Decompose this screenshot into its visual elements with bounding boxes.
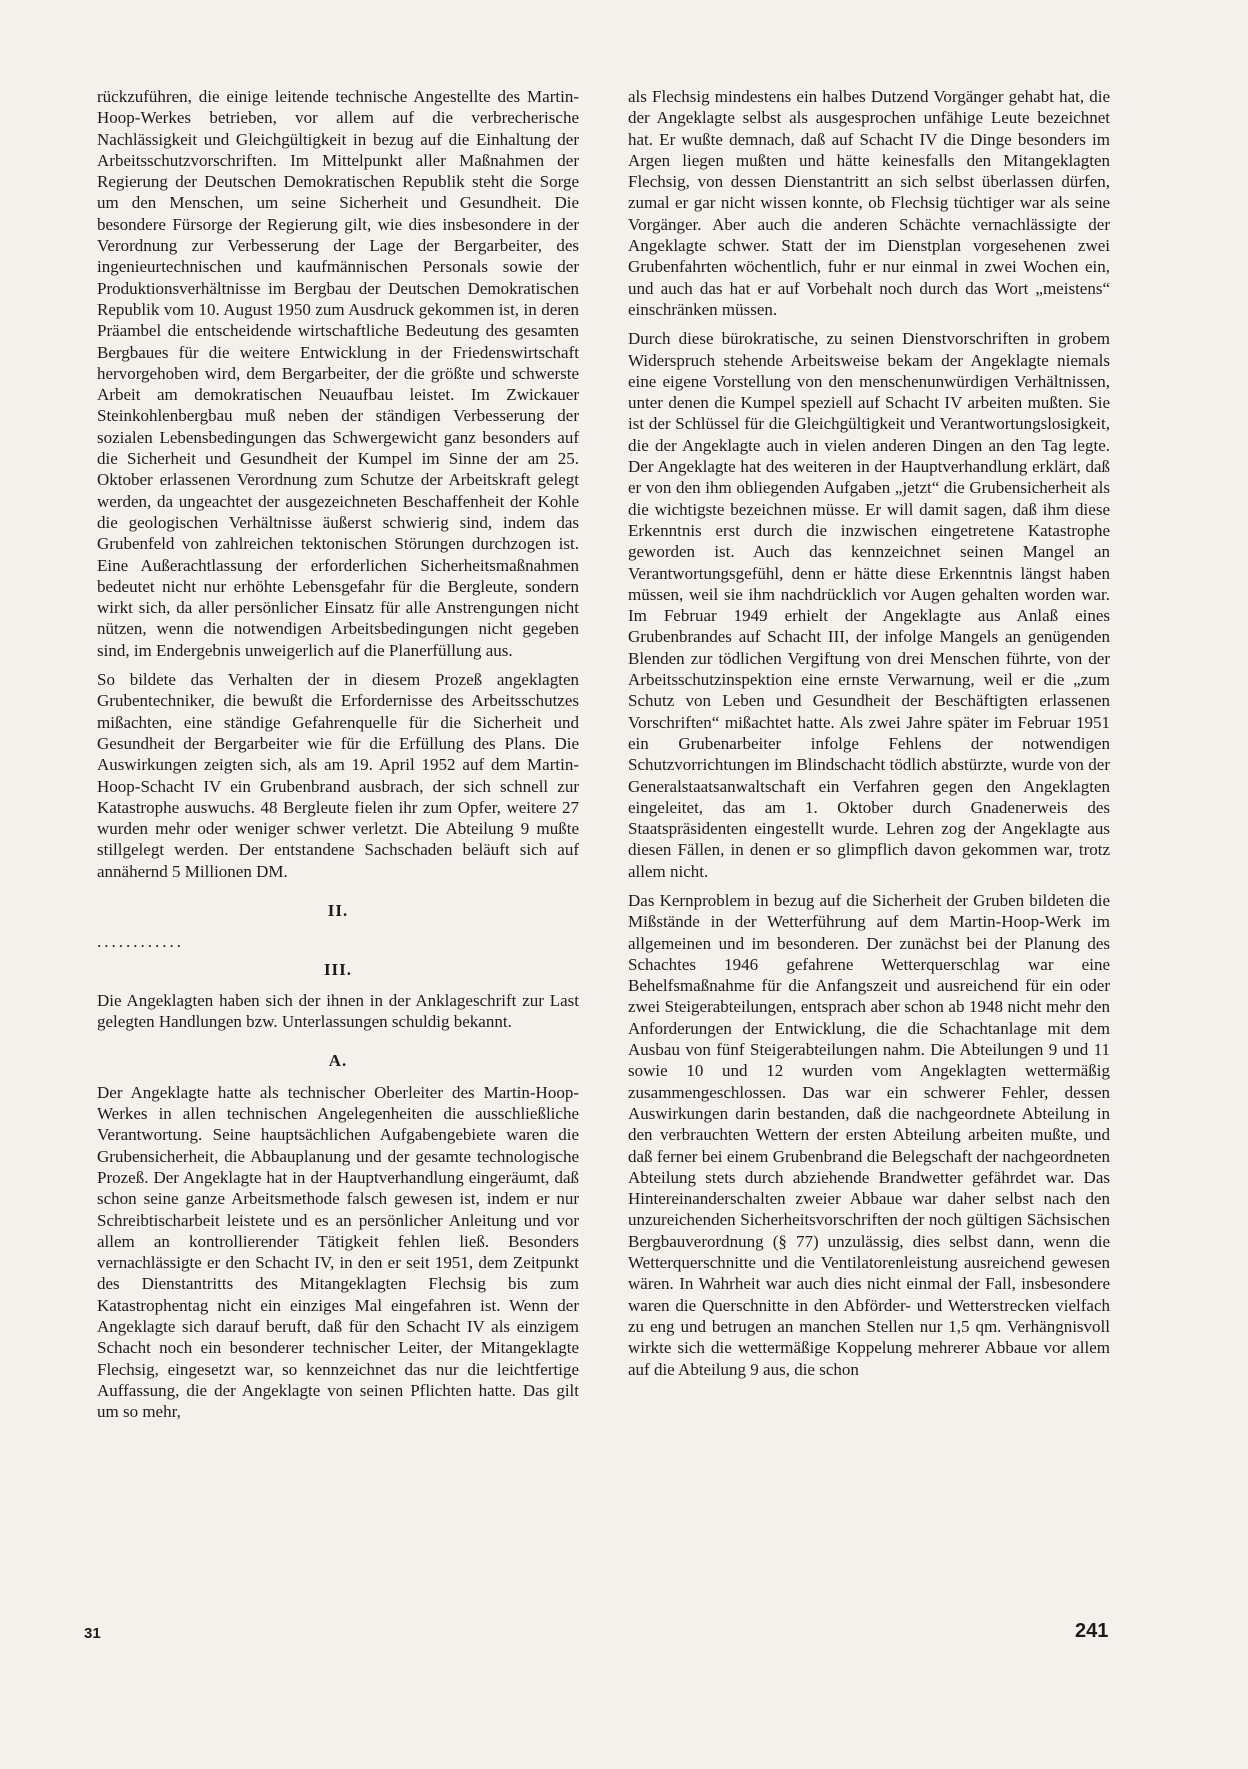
- section-heading: III.: [323, 959, 353, 979]
- section-heading: A.: [328, 1051, 348, 1071]
- page-number: 241: [1075, 1620, 1109, 1642]
- paragraph: rückzuführen, die einige leitende technische Angestellte des Martin-Hoop-Werkes betrieben, vor allem auf die verbrecherische Nachlässigkeit und Gleichgültigkeit in bezug auf die Einhaltung der Arbeitsschutzvorschriften. Im Mittelpunkt aller Maßnahmen der Regierung der Deutschen Demokratischen Republik steht die Sorge um den Menschen, um seine Sicherheit und Gesundheit. Die besondere Fürsorge der Regierung gilt, wie dies insbesondere in der Verordnung zur Verbesserung der Lage der Bergarbeiter, des ingenieurtechnischen und kaufmännischen Personals sowie der Produktionsverhältnisse im Bergbau der Deutschen Demokratischen Republik vom 10. August 1950 zum Ausdruck gekommen ist, in deren Präambel die entscheidende wirtschaftliche Bedeutung des gesamten Bergbaues für die weitere Entwicklung in der Friedenswirtschaft hervorgehoben wird, dem Bergarbeiter, der die größte und schwerste Arbeit am demokratischen Neuaufbau leistet. Im Zwickauer Steinkohlenbergbau muß neben der ständigen Verbesserung der sozialen Lebensbedingungen das Schwergewicht ganz besonders auf die Sicherheit und Gesundheit der Kumpel im Sinne der am 25. Oktober erlassenen Verordnung zum Schutze der Arbeitskraft gelegt werden, da ungeachtet der ausgezeichneten Beschaffenheit der Kohle die geologischen Verhältnisse äußerst schwierig sind, indem das Grubenfeld von zahlreichen tektonischen Störungen durchzogen ist. Eine Außerachtlassung der erforderlichen Sicherheitsmaßnahmen bedeutet nicht nur erhöhte Lebensgefahr für die Bergleute, sondern wirkt sich, da aller persönlicher Einsatz für alle Anstrengungen nicht nützen, wenn die notwendigen Arbeitsbedingungen nicht gegeben sind, im Endergebnis unweigerlich auf die Planerfüllung aus.: [97, 87, 579, 660]
- paragraph: als Flechsig mindestens ein halbes Dutzend Vorgänger gehabt hat, die der Angeklagte selbst als ausgesprochen unfähige Leute bezeichnet hat. Er wußte demnach, daß auf Schacht IV die Dinge besonders im Argen liegen mußten und hätte keinesfalls den Mitangeklagten Flechsig, von dessen Dienstantritt an sich selbst überlassen dürfen, zumal er gar nicht wissen konnte, ob Flechsig tüchtiger war als seine Vorgänger. Aber auch die anderen Schächte vernachlässigte der Angeklagte schwer. Statt der im Dienstplan vorgesehenen zwei Grubenfahrten wöchentlich, fuhr er nur einmal in zwei Wochen ein, und auch das hat er auf Vorbehalt noch durch das Wort „meistens“ einschränken müssen.: [628, 87, 1110, 319]
- paragraph: Das Kernproblem in bezug auf die Sicherheit der Gruben bildeten die Mißstände in der Wetterführung auf dem Martin-Hoop-Werk im allgemeinen und im besonderen. Der zunächst bei der Planung des Schachtes 1946 gefahrene Wetterquerschlag war eine Behelfsmaßnahme für die Anfangszeit und ausreichend für ein oder zwei Steigerabteilungen, entsprach aber schon ab 1948 nicht mehr den Anforderungen der Entwicklung, die die Schachtanlage mit dem Ausbau von fünf Steigerabteilungen nahm. Die Abteilungen 9 und 11 sowie 10 und 12 wurden vom Angeklagten wettermäßig zusammengeschlossen. Das war ein schwerer Fehler, dessen Auswirkungen darin bestanden, daß die nachgeordnete Abteilung in den verbrauchten Wettern der ersten Abteilung arbeiten mußte, und daß ferner bei einem Grubenbrand die Belegschaft der nachgeordneten Abteilung stets durch abziehende Brandwetter gefährdet war. Das Hintereinanderschalten zweier Abbaue war daher selbst nach den unzureichenden Sicherheitsvorschriften der noch gültigen Sächsischen Bergbauverordnung (§ 77) unzulässig, dies selbst dann, wenn die Wetterquerschnitte und die Ventilatorenleistung ausreichend gewesen wären. In Wahrheit war auch dies nicht einmal der Fall, insbesondere waren die Querschnitte in den Abförder- und Wetterstrecken vielfach zu eng und betrugen an manchen Stellen nur 1,5 qm. Verhängnisvoll wirkte sich die wettermäßige Koppelung mehrerer Abbaue vor allem auf die Abteilung 9 aus, die schon: [628, 890, 1110, 1379]
- right-column: [628, 86, 1110, 1388]
- omission-dots: ............: [97, 932, 184, 952]
- paragraph: So bildete das Verhalten der in diesem Prozeß angeklagten Grubentechniker, die bewußt die Erfordernisse des Arbeitsschutzes mißachten, eine ständige Gefahrenquelle für die Sicherheit und Gesundheit der Bergarbeiter wie für die Erfüllung des Plans. Die Auswirkungen zeigten sich, als am 19. April 1952 auf dem Martin-Hoop-Schacht IV ein Grubenbrand ausbrach, der sich schnell zur Katastrophe auswuchs. 48 Bergleute fielen ihr zum Opfer, weitere 27 wurden mehr oder weniger schwer verletzt. Die Abteilung 9 mußte stillgelegt werden. Der entstandene Sachschaden beläuft sich auf annähernd 5 Millionen DM.: [97, 670, 579, 881]
- section-heading: II.: [327, 900, 349, 920]
- left-column: [97, 86, 579, 1431]
- signature-number: 31: [84, 1625, 101, 1642]
- paragraph: Die Angeklagten haben sich der ihnen in der Anklageschrift zur Last gelegten Handlungen bzw. Unterlassungen schuldig bekannt.: [97, 990, 579, 1032]
- paragraph: Durch diese bürokratische, zu seinen Dienstvorschriften in grobem Widerspruch stehende Arbeitsweise bekam der Angeklagte niemals eine eigene Vorstellung von den menschenunwürdigen Verhältnissen, unter denen die Kumpel speziell auf Schacht IV arbeiten mußten. Sie ist der Schlüssel für die Gleichgültigkeit und Verantwortungslosigkeit, die der Angeklagte auch in vielen anderen Dingen an den Tag legte. Der Angeklagte hat des weiteren in der Hauptverhandlung erklärt, daß er von den ihm obliegenden Aufgaben „jetzt“ die Grubensicherheit als die wichtigste bezeichnen müsse. Er will damit sagen, daß ihm diese Erkenntnis erst durch die inzwischen eingetretene Katastrophe geworden ist. Auch das kennzeichnet seinen Mangel an Verantwortungsgefühl, denn er hätte diese Erkenntnis längst haben müssen, weil sie ihm nachdrücklich vor Augen gehalten worden war. Im Februar 1949 erhielt der Angeklagte aus Anlaß eines Grubenbrandes auf Schacht III, der infolge Mangels an genügenden Blenden zur tödlichen Vergiftung von drei Menschen führte, von der Arbeitsschutzinspektion eine ernste Verwarnung, weil er die „zum Schutz von Leben und Gesundheit der Beschäftigten erlassenen Vorschriften“ mißachtet hatte. Als zwei Jahre später im Februar 1951 ein Grubenarbeiter infolge Fehlens der notwendigen Schutzvorrichtungen im Blindschacht tödlich abstürzte, wurde von der Generalstaatsanwaltschaft ein Verfahren gegen den Angeklagten eingeleitet, das am 1. Oktober durch Gnadenerweis des Staatspräsidenten eingestellt wurde. Lehren zog der Angeklagte aus diesen Fällen, in denen er so glimpflich davon gekommen war, trotz allem nicht.: [628, 329, 1110, 881]
- paragraph: Der Angeklagte hatte als technischer Oberleiter des Martin-Hoop-Werkes in allen technischen Angelegenheiten die ausschließliche Verantwortung. Seine hauptsächlichen Aufgabengebiete waren die Grubensicherheit, die Abbauplanung und der gesamte technologische Prozeß. Der Angeklagte hat in der Hauptverhandlung eingeräumt, daß schon seine ganze Arbeitsmethode falsch gewesen ist, indem er nur Schreibtischarbeit leistete und es an persönlicher Anleitung und vor allem an kontrollierender Tätigkeit fehlen ließ. Besonders vernachlässigte er den Schacht IV, in den er seit 1951, dem Zeitpunkt des Dienstantritts des Mitangeklagten Flechsig bis zum Katastrophentag nicht ein einziges Mal eingefahren ist. Wenn der Angeklagte sich darauf beruft, daß für den Schacht IV als einzigem Schacht noch ein besonderer technischer Leiter, der Mitangeklagte Flechsig, eingesetzt war, so kennzeichnet das nur die leichtfertige Auffassung, die der Angeklagte von seinen Pflichten hatte. Das gilt um so mehr,: [97, 1082, 579, 1422]
